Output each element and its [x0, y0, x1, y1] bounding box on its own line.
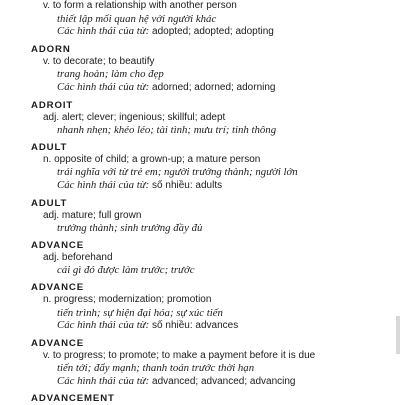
- part-of-speech: n.: [43, 293, 52, 305]
- headword: ADULT: [31, 197, 68, 209]
- dictionary-entry: [0, 198, 400, 235]
- word-forms-value: số nhiều: adults: [152, 179, 223, 191]
- vietnamese-translation: thiết lập mối quan hệ với người khác: [57, 12, 217, 25]
- entry-sense: [43, 252, 400, 277]
- word-forms: [57, 179, 400, 193]
- dictionary-entry: [0, 0, 400, 39]
- vietnamese-translation: tiến tới; đẩy mạnh; thanh toán trước thời hạn: [57, 362, 255, 375]
- english-definition: to progress; to promote; to make a payment before it is due: [52, 349, 316, 361]
- entry-sense: [43, 350, 400, 389]
- definition-line: [43, 294, 400, 307]
- headword: ADVANCE: [31, 239, 85, 251]
- headword: ADROIT: [31, 99, 74, 111]
- english-definition: to form a relationship with another person: [52, 0, 237, 11]
- dictionary-entry: [0, 393, 400, 405]
- word-forms-label: Các hình thái của từ:: [57, 319, 150, 332]
- vietnamese-translation: cái gì đó được làm trước; trước: [57, 264, 195, 277]
- part-of-speech: v.: [43, 55, 51, 67]
- entry-sense: [43, 210, 400, 235]
- entry-sense: [43, 294, 400, 333]
- headword: ADVANCE: [31, 281, 85, 293]
- word-forms-label: Các hình thái của từ:: [57, 80, 150, 93]
- vietnamese-translation: trang hoàn; làm cho đẹp: [57, 68, 164, 81]
- part-of-speech: n.: [43, 153, 52, 165]
- headword: ADULT: [31, 141, 68, 153]
- dictionary-entry: [0, 282, 400, 333]
- headword: ADVANCEMENT: [31, 393, 115, 405]
- word-forms: [57, 375, 400, 389]
- word-forms-label: Các hình thái của từ:: [57, 25, 150, 38]
- word-forms-value: advanced; advanced; advancing: [152, 375, 296, 387]
- english-definition: alert; clever; ingenious; skillful; adept: [61, 111, 226, 123]
- part-of-speech: v.: [43, 349, 51, 361]
- definition-line: [43, 252, 400, 265]
- word-forms: [57, 319, 400, 333]
- dictionary-entry: [0, 338, 400, 389]
- english-definition: to decorate; to beautify: [52, 55, 155, 67]
- dictionary-entry: [0, 44, 400, 95]
- entry-sense: [43, 56, 400, 95]
- entry-sense: [43, 154, 400, 193]
- definition-line: [43, 350, 400, 363]
- vietnamese-translation: trái nghĩa với từ trẻ em; người trưởng thành; người lớn: [57, 166, 298, 179]
- word-forms-value: adorned; adorned; adorning: [152, 81, 276, 93]
- vietnamese-translation: nhanh nhẹn; khéo léo; tài tình; mưu trí; tinh thông: [57, 124, 277, 137]
- english-definition: opposite of child; a grown-up; a mature person: [54, 153, 261, 165]
- entry-sense: [43, 0, 400, 39]
- part-of-speech: v.: [43, 0, 51, 11]
- vietnamese-translation: tiến trình; sự hiện đại hóa; sự xúc tiến: [57, 306, 223, 319]
- entry-sense: [43, 112, 400, 137]
- english-definition: progress; modernization; promotion: [54, 293, 212, 305]
- word-forms-value: số nhiều: advances: [152, 320, 239, 332]
- definition-line: [43, 0, 400, 13]
- english-definition: beforehand: [61, 251, 113, 263]
- dictionary-entry: [0, 100, 400, 137]
- dictionary-entry: [0, 240, 400, 277]
- word-forms: [57, 81, 400, 95]
- definition-line: [43, 56, 400, 69]
- headword: ADORN: [31, 43, 71, 55]
- word-forms-value: adopted; adopted; adopting: [152, 26, 274, 38]
- word-forms-label: Các hình thái của từ:: [57, 178, 150, 191]
- page-edge-shadow: [396, 316, 400, 354]
- definition-line: [43, 210, 400, 223]
- part-of-speech: adj.: [43, 209, 60, 221]
- part-of-speech: adj.: [43, 251, 60, 263]
- english-definition: mature; full grown: [61, 209, 142, 221]
- word-forms: [57, 25, 400, 39]
- definition-line: [43, 154, 400, 167]
- dictionary-entry: [0, 142, 400, 193]
- word-forms-label: Các hình thái của từ:: [57, 374, 150, 387]
- part-of-speech: adj.: [43, 111, 60, 123]
- vietnamese-translation: trưởng thành; sinh trưởng đầy đủ: [57, 222, 203, 235]
- definition-line: [43, 112, 400, 125]
- headword: ADVANCE: [31, 337, 85, 349]
